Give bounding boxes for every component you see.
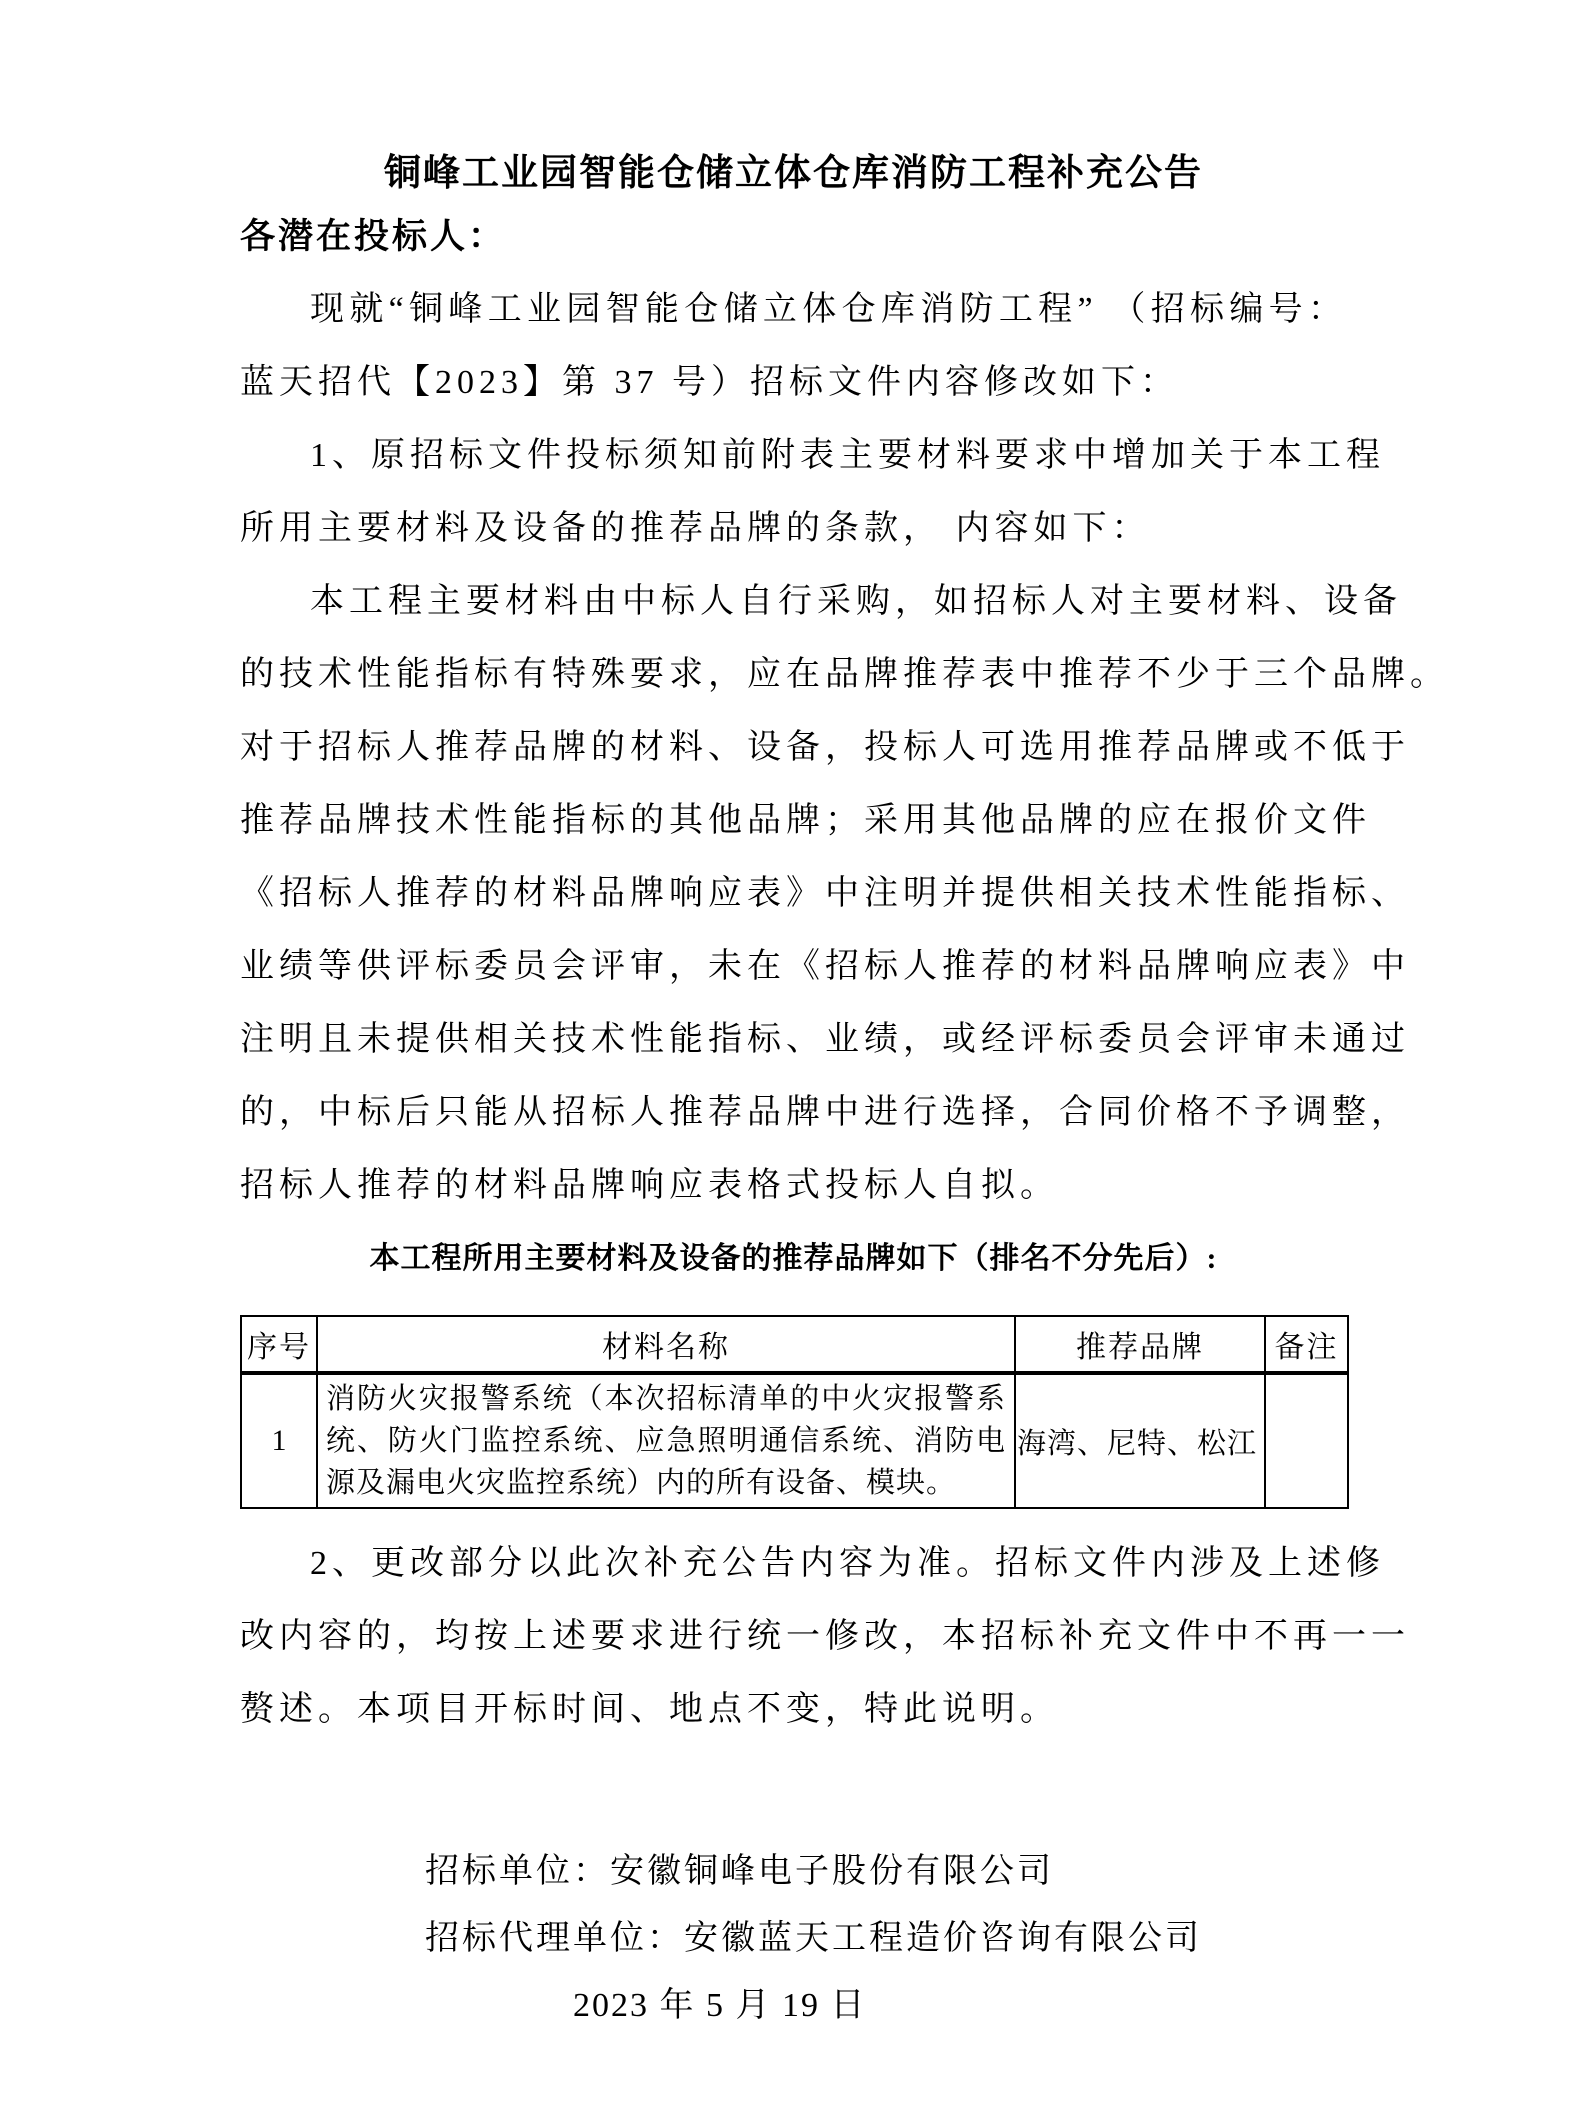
body-line: 的，中标后只能从招标人推荐品牌中进行选择，合同价格不予调整， (240, 1094, 1410, 1131)
table-heading: 本工程所用主要材料及设备的推荐品牌如下（排名不分先后）: (369, 1242, 1218, 1275)
body-line: 业绩等供评标委员会评审，未在《招标人推荐的材料品牌响应表》中 (240, 948, 1410, 985)
body-line: 现就“铜峰工业园智能仓储立体仓库消防工程” （招标编号： (310, 291, 1347, 328)
col-header-material: 材料名称 (317, 1316, 1015, 1373)
body-line: 招标人推荐的材料品牌响应表格式投标人自拟。 (240, 1167, 1059, 1204)
date-line: 2023 年 5 月 19 日 (573, 1987, 867, 2024)
col-header-remark: 备注 (1265, 1316, 1348, 1373)
col-header-brand: 推荐品牌 (1015, 1316, 1265, 1373)
table-row (241, 1373, 1348, 1508)
signature-block (240, 1838, 1347, 2039)
row-number-cell: 1 (241, 1373, 317, 1508)
body-line: 推荐品牌技术性能指标的其他品牌；采用其他品牌的应在报价文件 (240, 802, 1371, 839)
material-name-cell: 消防火灾报警系统（本次招标清单的中火灾报警系统、防火门监控系统、应急照明通信系统、消防电源及漏电火灾监控系统）内的所有设备、模块。 (317, 1373, 1015, 1508)
materials-table (240, 1315, 1349, 1509)
col-header-no: 序号 (241, 1316, 317, 1373)
body-line: 本工程主要材料由中标人自行采购，如招标人对主要材料、设备 (310, 583, 1402, 620)
body-line: 所用主要材料及设备的推荐品牌的条款， 内容如下： (240, 510, 1151, 547)
closing-line: 改内容的，均按上述要求进行统一修改，本招标补充文件中不再一一 (240, 1618, 1410, 1655)
agency-line: 招标代理单位：安徽蓝天工程造价咨询有限公司 (425, 1920, 1202, 1957)
body-line: 的技术性能指标有特殊要求，应在品牌推荐表中推荐不少于三个品牌。 (240, 656, 1449, 693)
closing-line: 赘述。本项目开标时间、地点不变，特此说明。 (240, 1691, 1059, 1728)
body-line: 蓝天招代【2023】第 37 号）招标文件内容修改如下： (240, 364, 1179, 401)
body-line: 注明且未提供相关技术性能指标、业绩，或经评标委员会评审未通过 (240, 1021, 1410, 1058)
closing-line: 2、更改部分以此次补充公告内容为准。招标文件内涉及上述修 (310, 1545, 1385, 1582)
salutation: 各潜在投标人： (240, 217, 507, 256)
body-line: 《招标人推荐的材料品牌响应表》中注明并提供相关技术性能指标、 (240, 875, 1410, 912)
tenderer-line: 招标单位：安徽铜峰电子股份有限公司 (425, 1853, 1054, 1890)
remark-cell (1265, 1373, 1348, 1508)
body-line: 1、原招标文件投标须知前附表主要材料要求中增加关于本工程 (310, 437, 1385, 474)
body-line: 对于招标人推荐品牌的材料、设备，投标人可选用推荐品牌或不低于 (240, 729, 1410, 766)
recommended-brands-cell: 海湾、尼特、松江 (1015, 1373, 1265, 1508)
page-title: 铜峰工业园智能仓储立体仓库消防工程补充公告 (384, 153, 1203, 194)
table-header-row (241, 1316, 1348, 1373)
